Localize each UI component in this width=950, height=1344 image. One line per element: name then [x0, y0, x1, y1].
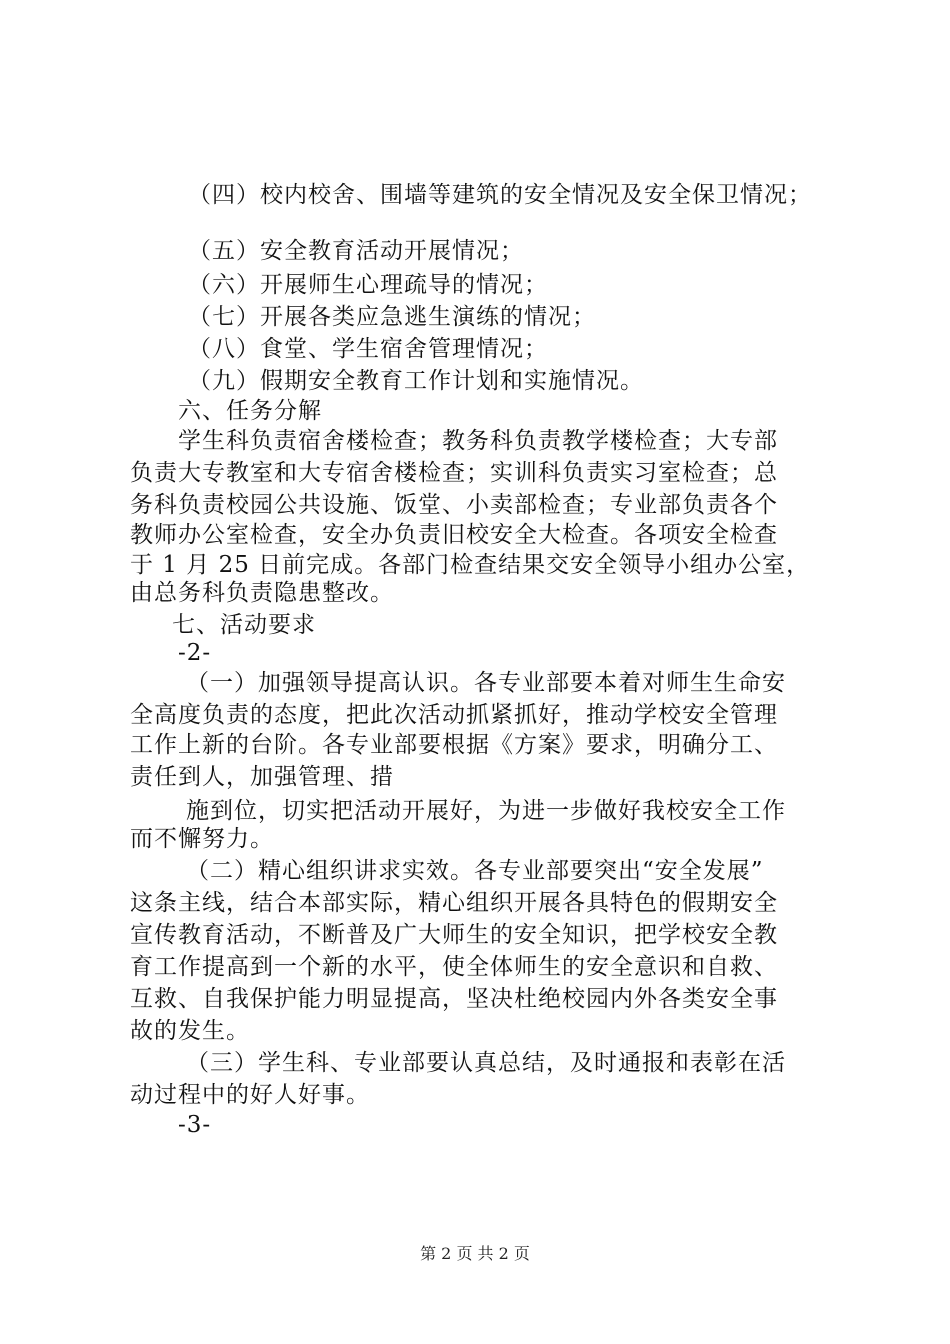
- paragraph-line: （一）加强领导提高认识。各专业部要本着对师生生命安: [186, 670, 786, 696]
- paragraph-line: 责任到人，加强管理、措: [130, 764, 394, 790]
- paragraph-line: 故的发生。: [130, 1018, 250, 1044]
- section-heading-tasks: 六、任务分解: [178, 398, 322, 424]
- list-item-4: （四）校内校舍、围墙等建筑的安全情况及安全保卫情况；: [188, 182, 812, 208]
- section-heading-requirements: 七、活动要求: [172, 612, 316, 638]
- paragraph-line: 全高度负责的态度，把此次活动抓紧抓好，推动学校安全管理: [130, 702, 778, 728]
- paragraph-line: 互救、自我保护能力明显提高，坚决杜绝校园内外各类安全事: [130, 986, 778, 1012]
- paragraph-line: 负责大专教室和大专宿舍楼检查；实训科负责实习室检查；总: [130, 460, 778, 486]
- paragraph-line: 教师办公室检查，安全办负责旧校安全大检查。各项安全检查: [130, 522, 778, 548]
- list-item-7: （七）开展各类应急逃生演练的情况；: [188, 304, 596, 330]
- paragraph-line: 工作上新的台阶。各专业部要根据《方案》要求，明确分工、: [130, 732, 778, 758]
- paragraph-line: （二）精心组织讲求实效。各专业部要突出“安全发展”: [186, 858, 764, 884]
- paragraph-line: 学生科负责宿舍楼检查；教务科负责教学楼检查；大专部: [178, 428, 778, 454]
- paragraph-line: 而不懈努力。: [130, 826, 274, 852]
- paragraph-line: （三）学生科、专业部要认真总结，及时通报和表彰在活: [186, 1050, 786, 1076]
- list-item-6: （六）开展师生心理疏导的情况；: [188, 272, 548, 298]
- paragraph-line: 由总务科负责隐患整改。: [130, 580, 394, 606]
- page-marker: -3-: [178, 1112, 212, 1138]
- page-marker: -2-: [178, 640, 212, 666]
- list-item-8: （八）食堂、学生宿舍管理情况；: [188, 336, 548, 362]
- paragraph-line: 施到位，切实把活动开展好，为进一步做好我校安全工作: [186, 798, 786, 824]
- list-item-9: （九）假期安全教育工作计划和实施情况。: [188, 368, 644, 394]
- page-footer: 第 2 页 共 2 页: [420, 1244, 530, 1263]
- paragraph-line: 于 1 月 25 日前完成。各部门检查结果交安全领导小组办公室，: [130, 552, 811, 578]
- paragraph-line: 务科负责校园公共设施、饭堂、小卖部检查；专业部负责各个: [130, 492, 778, 518]
- list-item-5: （五）安全教育活动开展情况；: [188, 238, 524, 264]
- paragraph-line: 这条主线，结合本部实际，精心组织开展各具特色的假期安全: [130, 890, 778, 916]
- paragraph-line: 育工作提高到一个新的水平，使全体师生的安全意识和自救、: [130, 954, 778, 980]
- paragraph-line: 动过程中的好人好事。: [130, 1082, 370, 1108]
- paragraph-line: 宣传教育活动，不断普及广大师生的安全知识，把学校安全教: [130, 922, 778, 948]
